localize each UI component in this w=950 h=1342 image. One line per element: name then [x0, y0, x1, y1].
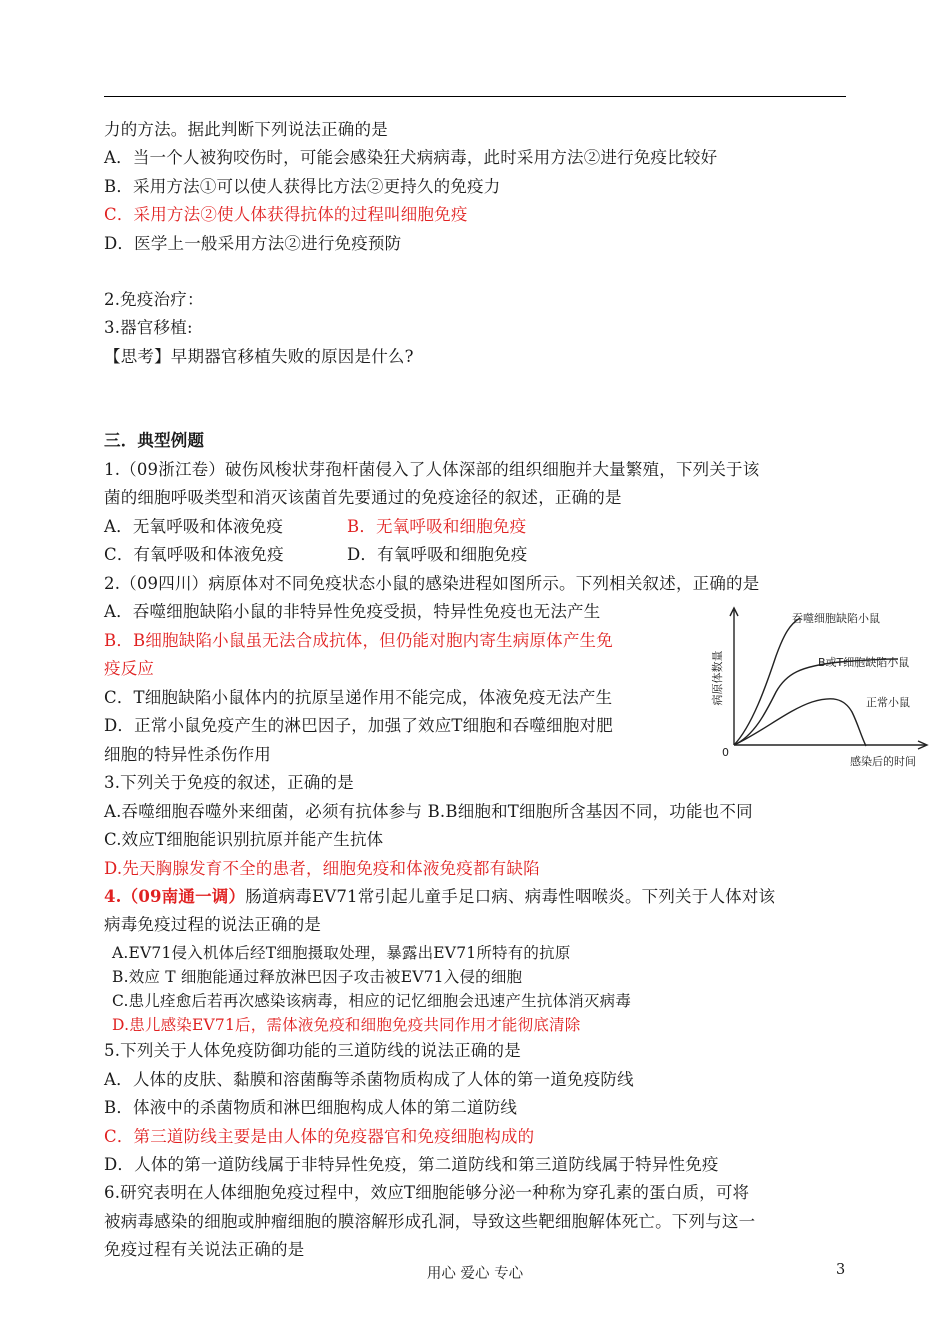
label-normal: 正常小鼠	[866, 696, 910, 709]
q5-option-b: B．体液中的杀菌物质和淋巴细胞构成人体的第二道防线	[104, 1098, 518, 1117]
option-d: D．医学上一般采用方法②进行免疫预防	[104, 234, 402, 253]
q2-option-d: D．正常小鼠免疫产生的淋巴因子，加强了效应T细胞和吞噬细胞对肥	[104, 716, 613, 735]
q1-option-d: D．有氧呼吸和细胞免疫	[347, 545, 528, 564]
q2-option-d-cont: 细胞的特异性杀伤作用	[104, 745, 271, 764]
q1-option-c: C．有氧呼吸和体液免疫	[104, 545, 284, 564]
q5-option-c-answer: C．第三道防线主要是由人体的免疫器官和免疫细胞构成的	[104, 1127, 535, 1146]
question-6-cont: 被病毒感染的细胞或肿瘤细胞的膜溶解形成孔洞，导致这些靶细胞解体死亡。下列与这一	[104, 1212, 756, 1231]
label-phagocyte-deficient: 吞噬细胞缺陷小鼠	[792, 612, 880, 625]
option-a: A．当一个人被狗咬伤时，可能会感染狂犬病病毒，此时采用方法②进行免疫比较好	[104, 148, 718, 167]
question-6: 6.研究表明在人体细胞免疫过程中，效应T细胞能够分泌一种称为穿孔素的蛋白质，可将	[104, 1183, 750, 1202]
question-6-cont2: 免疫过程有关说法正确的是	[104, 1240, 305, 1259]
question-1-cont: 菌的细胞呼吸类型和消灭该菌首先要通过的免疫途径的叙述，正确的是	[104, 488, 622, 507]
header-rule	[104, 96, 846, 97]
q2-option-b-cont: 疫反应	[104, 659, 155, 678]
question-2: 2.（09四川）病原体对不同免疫状态小鼠的感染进程如图所示。下列相关叙述，正确的是	[104, 574, 760, 593]
q1-option-a: A．无氧呼吸和体液免疫	[104, 517, 284, 536]
q4-stem: 肠道病毒EV71常引起儿童手足口病、病毒性咽喉炎。下列关于人体对该	[245, 887, 776, 906]
q2-option-a: A．吞噬细胞缺陷小鼠的非特异性免疫受损，特异性免疫也无法产生	[104, 602, 601, 621]
x-axis-label: 感染后的时间	[850, 755, 916, 768]
q2-option-b-answer: B．B细胞缺陷小鼠虽无法合成抗体，但仍能对胞内寄生病原体产生免	[104, 631, 613, 650]
q5-option-a: A．人体的皮肤、黏膜和溶菌酶等杀菌物质构成了人体的第一道免疫防线	[104, 1070, 634, 1089]
q4-option-d-answer: D.患儿感染EV71后，需体液免疫和细胞免疫共同作用才能彻底清除	[112, 1016, 581, 1034]
question-4	[104, 887, 775, 907]
question-5: 5.下列关于人体免疫防御功能的三道防线的说法正确的是	[104, 1041, 521, 1060]
footer-text: 用心 爱心 专心	[426, 1266, 524, 1282]
q3-option-c: C.效应T细胞能识别抗原并能产生抗体	[104, 830, 384, 849]
question-4-cont: 病毒免疫过程的说法正确的是	[104, 915, 322, 934]
q1-options-row2	[104, 545, 528, 565]
y-axis-label: 病原体数量	[711, 650, 724, 706]
text-line: 力的方法。据此判断下列说法正确的是	[104, 120, 388, 139]
page-number: 3	[836, 1262, 846, 1278]
q4-source: 4.（09南通一调）	[104, 887, 246, 906]
heading-immunotherapy: 2.免疫治疗：	[104, 290, 204, 309]
q1-options-row1	[104, 517, 527, 537]
q4-option-a: A.EV71侵入机体后经T细胞摄取处理，暴露出EV71所特有的抗原	[112, 944, 571, 962]
heading-transplant: 3.器官移植:	[104, 318, 193, 337]
label-bt-deficient: B或T细胞缺陷小鼠	[818, 656, 910, 669]
option-b: B．采用方法①可以使人获得比方法②更持久的免疫力	[104, 177, 501, 196]
q5-option-d: D．人体的第一道防线属于非特异性免疫，第二道防线和第三道防线属于特异性免疫	[104, 1155, 719, 1174]
q4-option-b: B.效应 T 细胞能通过释放淋巴因子攻击被EV71入侵的细胞	[112, 968, 523, 986]
question-3: 3.下列关于免疫的叙述，正确的是	[104, 773, 354, 792]
section-title: 三．典型例题	[104, 431, 205, 450]
q2-option-c: C．T细胞缺陷小鼠体内的抗原呈递作用不能完成，体液免疫无法产生	[104, 688, 613, 707]
q3-option-d-answer: D.先天胸腺发育不全的患者，细胞免疫和体液免疫都有缺陷	[104, 859, 540, 878]
q3-options-ab: A.吞噬细胞吞噬外来细菌，必须有抗体参与 B.B细胞和T细胞所含基因不同，功能也不同	[104, 802, 753, 821]
think-question: 【思考】早期器官移植失败的原因是什么?	[104, 347, 414, 366]
q1-option-b-answer: B．无氧呼吸和细胞免疫	[347, 517, 527, 536]
q4-option-c: C.患儿痊愈后若再次感染该病毒，相应的记忆细胞会迅速产生抗体消灭病毒	[112, 992, 632, 1010]
origin-label: 0	[722, 746, 729, 759]
question-1: 1.（09浙江卷）破伤风梭状芽孢杆菌侵入了人体深部的组织细胞并大量繁殖，下列关于该	[104, 460, 760, 479]
option-c-answer: C．采用方法②使人体获得抗体的过程叫细胞免疫	[104, 205, 468, 224]
infection-graph	[700, 604, 935, 784]
curve-normal	[734, 699, 866, 746]
